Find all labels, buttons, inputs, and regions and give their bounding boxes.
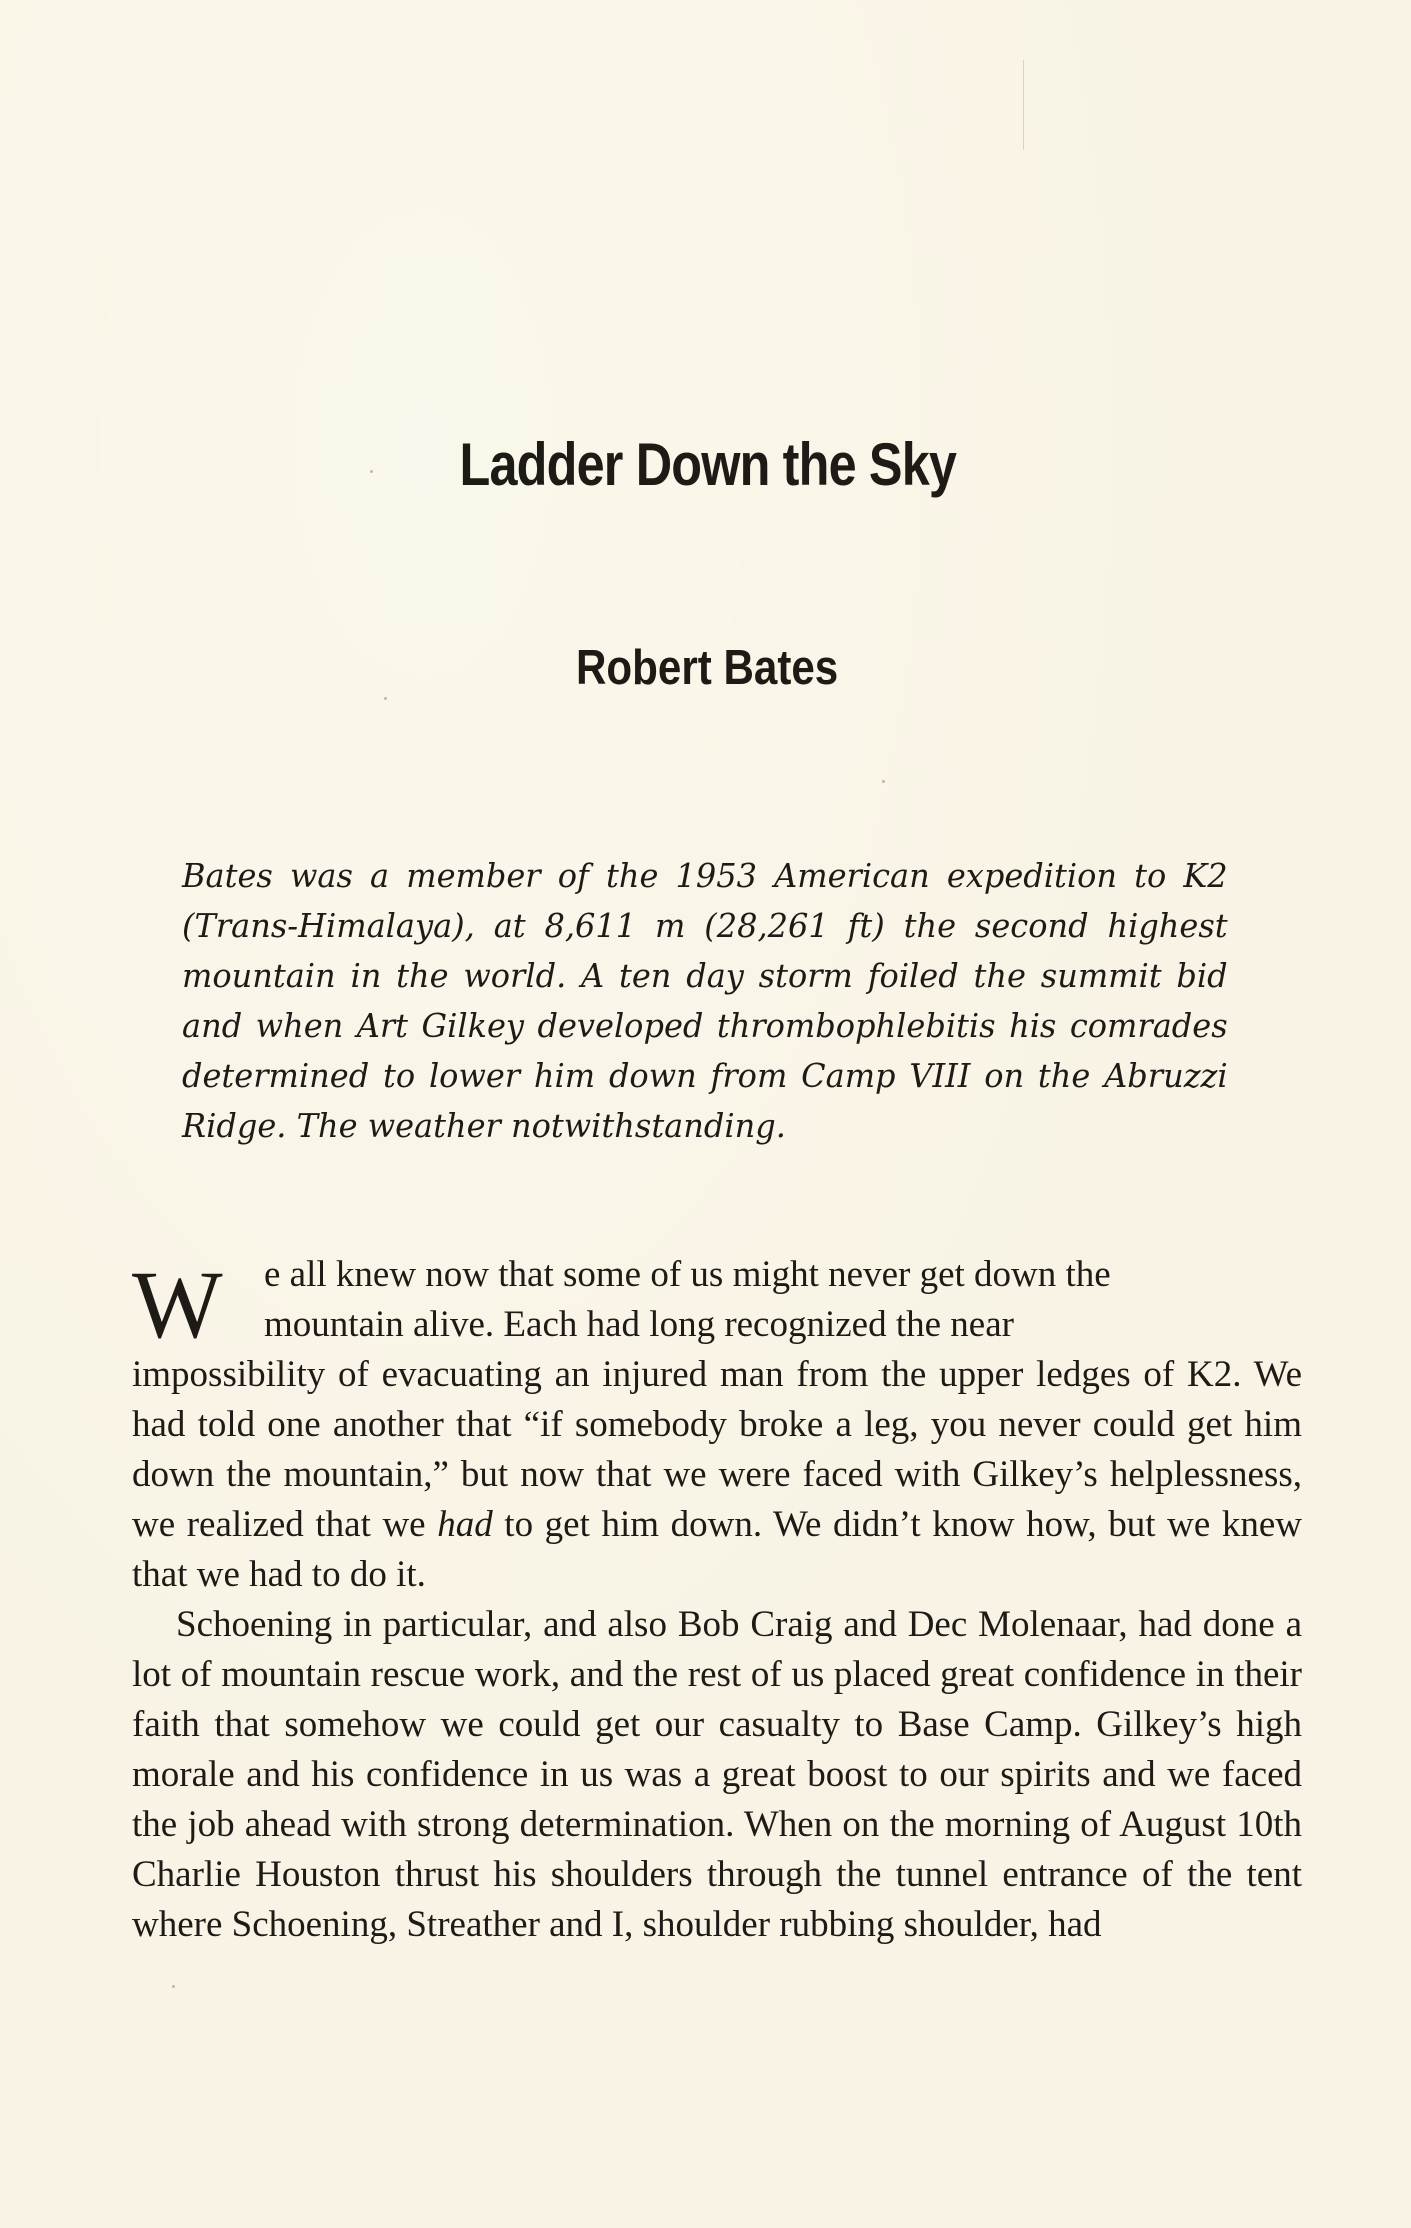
drop-cap: W — [132, 1251, 223, 1358]
intro-paragraph: Bates was a member of the 1953 American expedition to K2 (Trans-Himalaya), at 8,611 m (28,261 ft) the second highest mountain in the world. A ten day storm foiled the summit bid and when Art Gilkey developed thrombophlebitis his comrades determined to lower him down from Camp VIII on the Abruzzi Ridge. The weather notwithstanding. — [182, 856, 1228, 1145]
body-text — [132, 1250, 1302, 1950]
paragraph-1-text-end: to get him down. We didn’t know how, but we knew that we had to do it. — [132, 1504, 1302, 1595]
paragraph-1 — [132, 1250, 1302, 1600]
paragraph-2: Schoening in particular, and also Bob Craig and Dec Molenaar, had done a lot of mountain rescue work, and the rest of us placed great confidence in their faith that somehow we could get our casualty to Base Camp. Gilkey’s high morale and his confidence in us was a great boost to our spirits and we faced the job ahead with strong determination. When on the morning of August 10th Charlie Houston thrust his shoulders through the tunnel entrance of the tent where Schoening, Streather and I, shoulder rubbing shoulder, had — [132, 1604, 1302, 1945]
paper-speck — [172, 1985, 175, 1988]
paragraph-1-text: impossibility of evacuating an injured man from the upper ledges of K2. We had told one another that “if somebody broke a leg, you never could get him down the mountain,” but now that we were faced with Gilkey’s helplessness, we realized that we — [132, 1354, 1302, 1545]
page-blemish — [1023, 60, 1024, 150]
emphasized-word: had — [437, 1504, 493, 1545]
paper-speck — [882, 780, 885, 783]
page-title: Ladder Down the Sky — [459, 431, 957, 498]
author-name: Robert Bates — [575, 641, 839, 695]
paragraph-1-line-2: mountain alive. Each had long recognized the near — [264, 1304, 1014, 1345]
paragraph-1-line-1: e all knew now that some of us might never get down the — [264, 1254, 1111, 1295]
paper-speck — [384, 697, 387, 700]
